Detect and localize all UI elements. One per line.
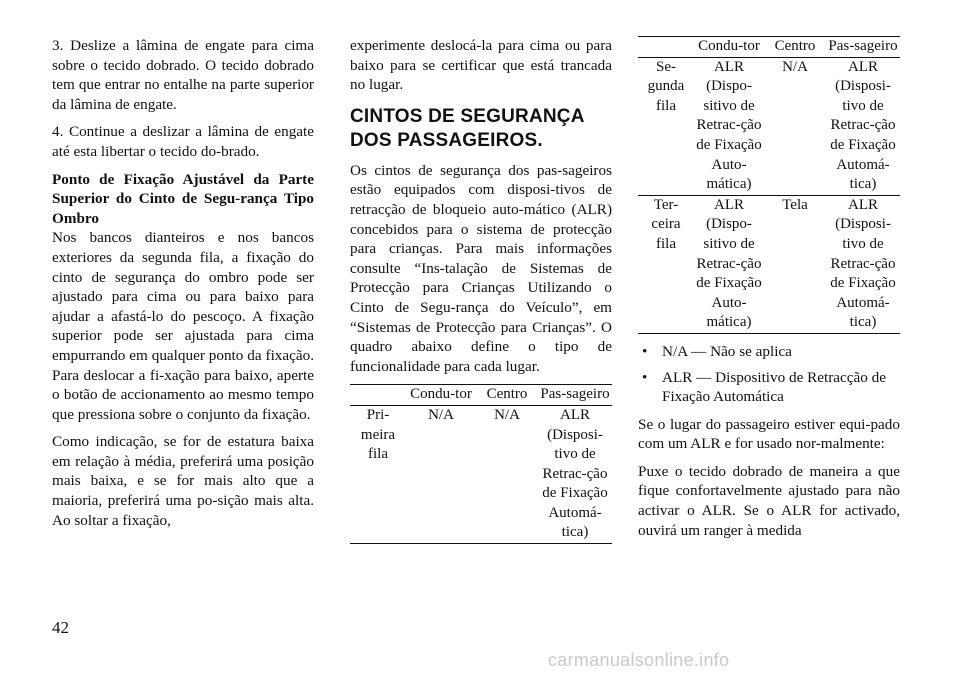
table-cell: N/A: [406, 405, 476, 543]
table-header-driver: Condu-tor: [694, 37, 764, 58]
row-label: Ter-ceira fila: [638, 195, 694, 333]
table-header-passenger: Pas-sageiro: [538, 385, 612, 406]
row-label: Se-gunda fila: [638, 57, 694, 195]
table-cell: Tela: [764, 195, 826, 333]
table-cell: ALR (Disposi-tivo de Retrac-ção de Fixação Automá-tica): [826, 57, 900, 195]
definition-alr: ALR — Dispositivo de Retracção de Fixação Automática: [662, 368, 886, 406]
seat-function-table-part-1: [350, 384, 612, 544]
step-4-text: 4. Continue a deslizar a lâmina de engate até esta libertar o tecido do-brado.: [52, 123, 314, 160]
row-label: Pri-meira fila: [350, 405, 406, 543]
table-row: [638, 195, 900, 333]
table-header-driver: Condu-tor: [406, 385, 476, 406]
bullet-icon: •: [642, 342, 648, 360]
pull-fabric-text: Puxe o tecido dobrado de maneira a que fique confortavelmente ajustado para não activar o ALR. Se o ALR for activado, ouvirá um ranger à medida: [638, 462, 900, 539]
abbreviation-list: [638, 342, 900, 407]
passenger-alr-text: Se o lugar do passageiro estiver equi-pado com um ALR e for usado nor-malmente:: [638, 415, 900, 453]
table-cell: N/A: [476, 405, 538, 543]
table-header-center: Centro: [764, 37, 826, 58]
list-item: [638, 368, 900, 407]
table-row: [350, 405, 612, 543]
table-header-center: Centro: [476, 385, 538, 406]
section-heading: CINTOS DE SEGURANÇA DOS PASSAGEIROS.: [350, 105, 584, 151]
table-cell: ALR (Disposi-tivo de Retrac-ção de Fixação Automá-tica): [826, 195, 900, 333]
page-number: 42: [52, 618, 69, 637]
table-row: [638, 57, 900, 195]
left-column: [52, 36, 314, 538]
seat-function-table-part-2: [638, 36, 900, 334]
table-header-passenger: Pas-sageiro: [826, 37, 900, 58]
height-guidance-text: Como indicação, se for de estatura baixa em relação à média, preferirá uma posição mais baixa, e se for mais alto que a maioria, preferirá uma po-sição mais alta. Ao soltar a fixação,: [52, 433, 314, 529]
table-cell: ALR (Dispo-sitivo de Retrac-ção de Fixação Auto-mática): [694, 57, 764, 195]
subsection-heading: Ponto de Fixação Ajustável da Parte Superior do Cinto de Segu-rança Tipo Ombro: [52, 170, 314, 227]
table-header-empty: [350, 385, 406, 406]
list-item: [638, 342, 900, 362]
step-3-text: 3. Deslize a lâmina de engate para cima sobre o tecido dobrado. O tecido dobrado tem que entrar no entalhe na parte superior da lâmina de engate.: [52, 37, 314, 113]
continuation-text: experimente deslocá-la para cima ou para baixo para se certificar que está trancada no lugar.: [350, 37, 612, 94]
table-header-empty: [638, 37, 694, 58]
watermark: carmanualsonline.info: [548, 650, 730, 670]
middle-column: [350, 36, 612, 544]
anchor-description-text: Nos bancos dianteiros e nos bancos exteriores da segunda fila, a fixação do cinto de segurança do ombro pode ser ajustado para cima ou para baixo para ajudar a afastá-lo do pescoço. A fixação superior pode ser ajustada para cima empurrando em qualquer ponto da fixação. Para deslocar a fi-xação para baixo, aperte o botão de accionamento ao mesmo tempo que pressiona sobre o conjunto da fixação.: [52, 229, 314, 423]
table-cell: ALR (Dispo-sitivo de Retrac-ção de Fixação Auto-mática): [694, 195, 764, 333]
right-column: [638, 36, 900, 548]
bullet-icon: •: [642, 368, 648, 386]
table-cell: ALR (Disposi-tivo de Retrac-ção de Fixação Automá-tica): [538, 405, 612, 543]
table-cell: N/A: [764, 57, 826, 195]
definition-na: N/A — Não se aplica: [662, 342, 792, 360]
section-intro-text: Os cintos de segurança dos pas-sageiros estão equipados com disposi-tivos de retracção de bloqueio auto-mático (ALR) concebidos para o sistema de protecção para crianças. Para mais informações consulte “Ins-talação de Sistemas de Protecção para Crianças Utilizando o Cinto de Segu-rança do Veículo”, em “Sistemas de Protecção para Crianças”. O quadro abaixo define o tipo de funcionalidade para cada lugar.: [350, 161, 612, 375]
